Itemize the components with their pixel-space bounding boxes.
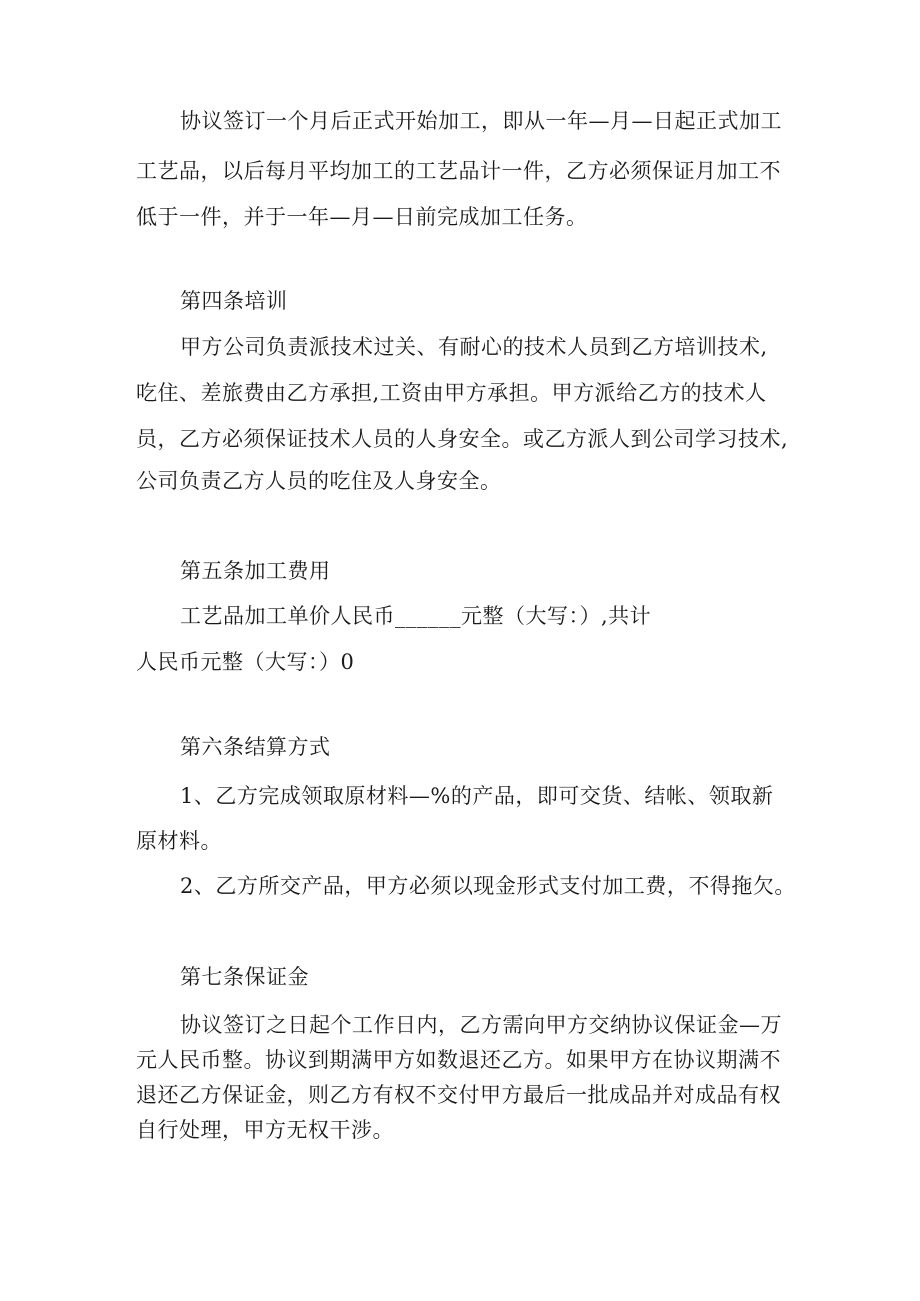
section-4-heading: 第四条培训	[180, 289, 288, 313]
section-6-line-3: 2、乙方所交产品，甲方必须以现金形式支付加工费，不得拖欠。	[180, 874, 796, 898]
section-6-line-2: 原材料。	[136, 829, 222, 853]
section-6-heading: 第六条结算方式	[180, 735, 331, 759]
section-5-line-1: 工艺品加工单价人民币______元整（大写：）,共计	[180, 604, 652, 628]
section-7-heading: 第七条保证金	[180, 965, 309, 989]
section-4-line-4: 公司负责乙方人员的吃住及人身安全。	[136, 469, 502, 493]
section-7-line-2: 元人民币整。协议到期满甲方如数退还乙方。如果甲方在协议期满不	[136, 1048, 781, 1072]
paragraph-1-line-1: 协议签订一个月后正式开始加工，即从一年—月—日起正式加工	[180, 109, 782, 133]
paragraph-1-line-2: 工艺品，以后每月平均加工的工艺品计一件，乙方必须保证月加工不	[136, 159, 781, 183]
section-5-line-2: 人民币元整（大写：）0	[136, 650, 355, 674]
section-7-line-1: 协议签订之日起个工作日内，乙方需向甲方交纳协议保证金—万	[180, 1013, 782, 1037]
section-4-line-1: 甲方公司负责派技术过关、有耐心的技术人员到乙方培训技术,	[180, 335, 768, 359]
section-5-heading: 第五条加工费用	[180, 559, 331, 583]
section-7-line-4: 自行处理，甲方无权干涉。	[136, 1118, 394, 1142]
section-6-line-1: 1、乙方完成领取原材料—%的产品，即可交货、结帐、领取新	[180, 784, 774, 808]
section-4-line-2: 吃住、差旅费由乙方承担,工资由甲方承担。甲方派给乙方的技术人	[136, 381, 767, 405]
section-4-line-3: 员，乙方必须保证技术人员的人身安全。或乙方派人到公司学习技术,	[136, 427, 789, 451]
section-7-line-3: 退还乙方保证金，则乙方有权不交付甲方最后一批成品并对成品有权	[136, 1083, 781, 1107]
paragraph-1-line-3: 低于一件，并于一年—月—日前完成加工任务。	[136, 205, 588, 229]
